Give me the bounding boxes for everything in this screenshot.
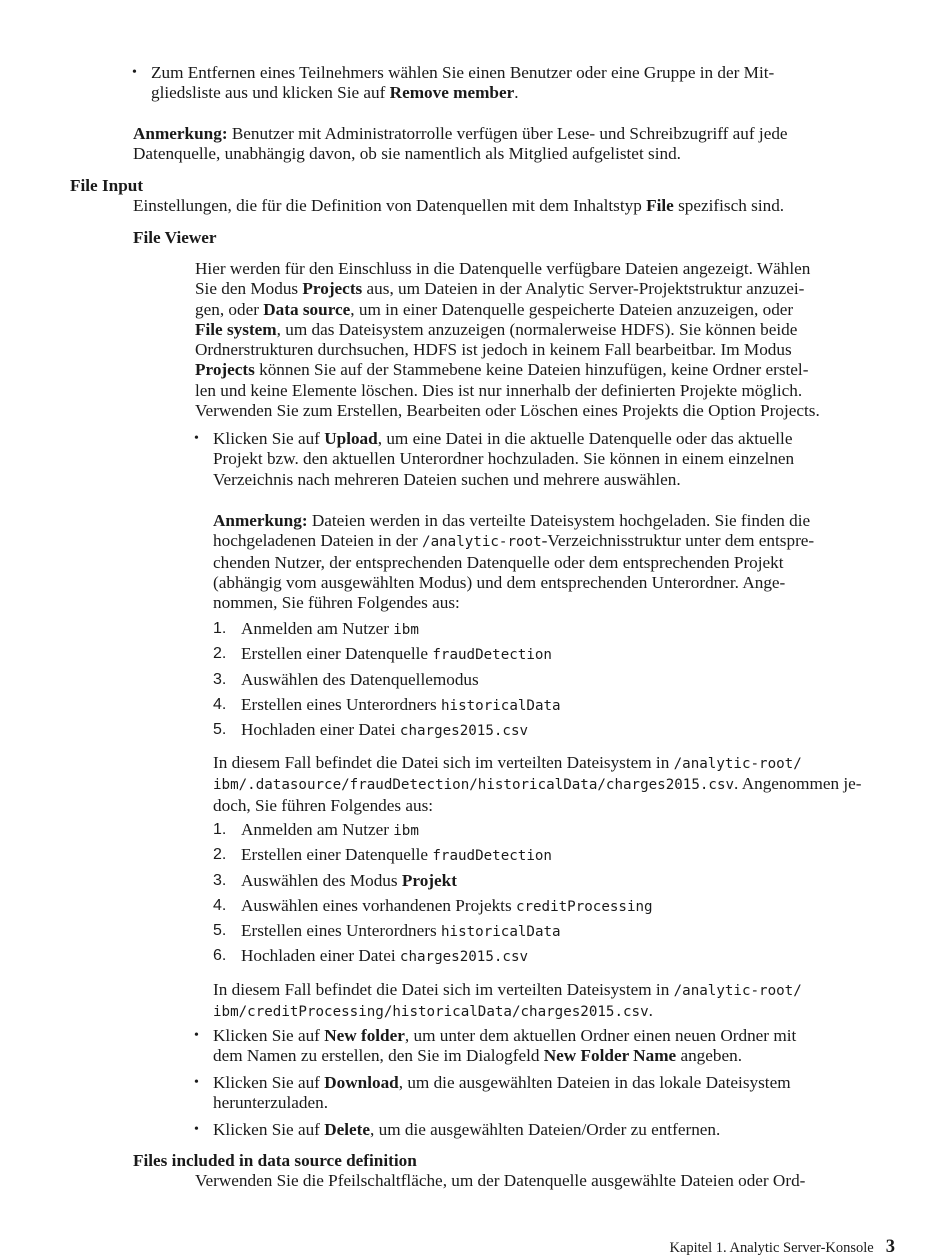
footer-chapter: Kapitel 1. Analytic Server-Konsole	[669, 1240, 874, 1256]
text-line: Klicken Sie auf Upload, um eine Datei in die aktuelle Datenquelle oder das aktuelle	[213, 429, 793, 448]
case-project-path	[213, 980, 893, 1023]
text-line: Klicken Sie auf New folder, um unter dem aktuellen Ordner einen neuen Ordner mit	[213, 1026, 797, 1045]
list-item: 1. Anmelden am Nutzer ibm	[213, 820, 419, 839]
text-line: len und keine Elemente löschen. Dies ist nur innerhalb der definierten Projekte möglich.	[195, 380, 803, 400]
text-line: nommen, Sie führen Folgendes aus:	[213, 593, 460, 613]
file-viewer-heading: File Viewer	[133, 228, 217, 247]
list-item: 4. Auswählen eines vorhandenen Projekts creditProcessing	[213, 895, 653, 915]
list-item: 5. Erstellen eines Unterordners historicalData	[213, 921, 561, 941]
bullet-dot: •	[194, 1075, 199, 1090]
text-line: Verzeichnis nach mehreren Dateien suchen und mehrere auswählen.	[213, 469, 681, 489]
bullet-new-folder	[194, 1026, 893, 1067]
list-item: 5. Hochladen einer Datei charges2015.csv	[213, 720, 529, 740]
text-line: Anmerkung: Dateien werden in das verteilte Dateisystem hochgeladen. Sie finden die	[213, 511, 811, 530]
text-line: gen, oder Data source, um in einer Datenquelle gespeicherte Dateien anzuzeigen, oder	[195, 299, 794, 319]
text-line: ibm/creditProcessing/historicalData/charges2015.csv.	[213, 1001, 653, 1021]
text-line: Klicken Sie auf Download, um die ausgewählten Dateien in das lokale Dateisystem	[213, 1073, 791, 1092]
text-line: gliedsliste aus und klicken Sie auf Remove member.	[151, 83, 519, 103]
list-item: 2. Erstellen einer Datenquelle fraudDetection	[213, 644, 552, 664]
bullet-dot: •	[194, 431, 199, 446]
list-item: 6. Hochladen einer Datei charges2015.csv	[213, 946, 529, 966]
text-line: herunterzuladen.	[213, 1093, 329, 1113]
list-item: 3. Auswählen des Datenquellemodus	[213, 669, 479, 689]
text-line: Ordnerstrukturen durchsuchen, HDFS ist jedoch in keinem Fall bearbeitbar. Im Modus	[195, 340, 792, 360]
text-line: In diesem Fall befindet die Datei sich im verteilten Dateisystem in /analytic-root/	[213, 980, 802, 999]
files-included-heading: Files included in data source definition	[133, 1151, 417, 1170]
text-line: doch, Sie führen Folgendes aus:	[213, 795, 434, 815]
text-line: In diesem Fall befindet die Datei sich im verteilten Dateisystem in /analytic-root/	[213, 753, 802, 772]
steps-list-datasource	[213, 619, 561, 745]
text-line: Projects können Sie auf der Stammebene keine Dateien hinzufügen, keine Ordner erstel-	[195, 360, 809, 380]
bullet-delete	[194, 1120, 893, 1140]
text-line: Zum Entfernen eines Teilnehmers wählen Sie einen Benutzer oder eine Gruppe in der Mit-	[151, 63, 775, 82]
text-line: Hier werden für den Einschluss in die Datenquelle verfügbare Dateien angezeigt. Wählen	[195, 259, 811, 278]
note-admin-role	[133, 124, 893, 165]
text-line: chenden Nutzer, der entsprechenden Datenquelle oder dem entsprechenden Projekt	[213, 552, 784, 572]
list-item: 2. Erstellen einer Datenquelle fraudDetection	[213, 845, 552, 865]
text-line: Datenquelle, unabhängig davon, ob sie namentlich als Mitglied aufgelistet sind.	[133, 144, 681, 164]
text-line: Verwenden Sie zum Erstellen, Bearbeiten oder Löschen eines Projekts die Option Projects.	[195, 401, 820, 421]
text-line: hochgeladenen Dateien in der /analytic-root-Verzeichnisstruktur unter dem entspre-	[213, 531, 815, 551]
page-footer	[669, 1237, 895, 1258]
text-line: Projekt bzw. den aktuellen Unterordner hochzuladen. Sie können in einem einzelnen	[213, 449, 795, 469]
bullet-download	[194, 1073, 893, 1114]
bullet-dot: •	[132, 65, 137, 80]
list-item: 4. Erstellen eines Unterordners historicalData	[213, 694, 561, 714]
file-input-description: Einstellungen, die für die Definition von Datenquellen mit dem Inhaltstyp File spezifisch sind.	[133, 196, 785, 215]
text-line: Anmerkung: Benutzer mit Administratorrolle verfügen über Lese- und Schreibzugriff auf jede	[133, 124, 788, 143]
bullet-remove-member	[132, 63, 891, 104]
bullet-dot: •	[194, 1122, 199, 1137]
text-line: dem Namen zu erstellen, den Sie im Dialogfeld New Folder Name angeben.	[213, 1046, 742, 1066]
steps-list-project	[213, 820, 653, 972]
note-label: Anmerkung:	[213, 511, 308, 530]
text-line: ibm/.datasource/fraudDetection/historicalData/charges2015.csv. Angenommen je-	[213, 774, 862, 794]
note-upload	[213, 511, 893, 613]
text-line: Sie den Modus Projects aus, um Dateien in der Analytic Server-Projektstruktur anzuzei-	[195, 279, 805, 299]
text-line: (abhängig vom ausgewählten Modus) und dem entsprechenden Unterordner. Ange-	[213, 572, 786, 592]
files-included-description: Verwenden Sie die Pfeilschaltfläche, um der Datenquelle ausgewählte Dateien oder Ord-	[195, 1171, 806, 1190]
bullet-dot: •	[194, 1028, 199, 1043]
note-label: Anmerkung:	[133, 124, 228, 143]
text-line: File system, um das Dateisystem anzuzeigen (normalerweise HDFS). Sie können beide	[195, 319, 798, 339]
text-line: Klicken Sie auf Delete, um die ausgewählten Dateien/Order zu entfernen.	[213, 1120, 721, 1139]
bullet-upload	[194, 429, 893, 490]
page-number: 3	[885, 1237, 895, 1257]
case-datasource-path	[213, 753, 893, 816]
list-item: 3. Auswählen des Modus Projekt	[213, 870, 457, 890]
file-viewer-paragraph	[195, 259, 895, 421]
list-item: 1. Anmelden am Nutzer ibm	[213, 619, 419, 638]
file-input-heading: File Input	[70, 176, 144, 195]
